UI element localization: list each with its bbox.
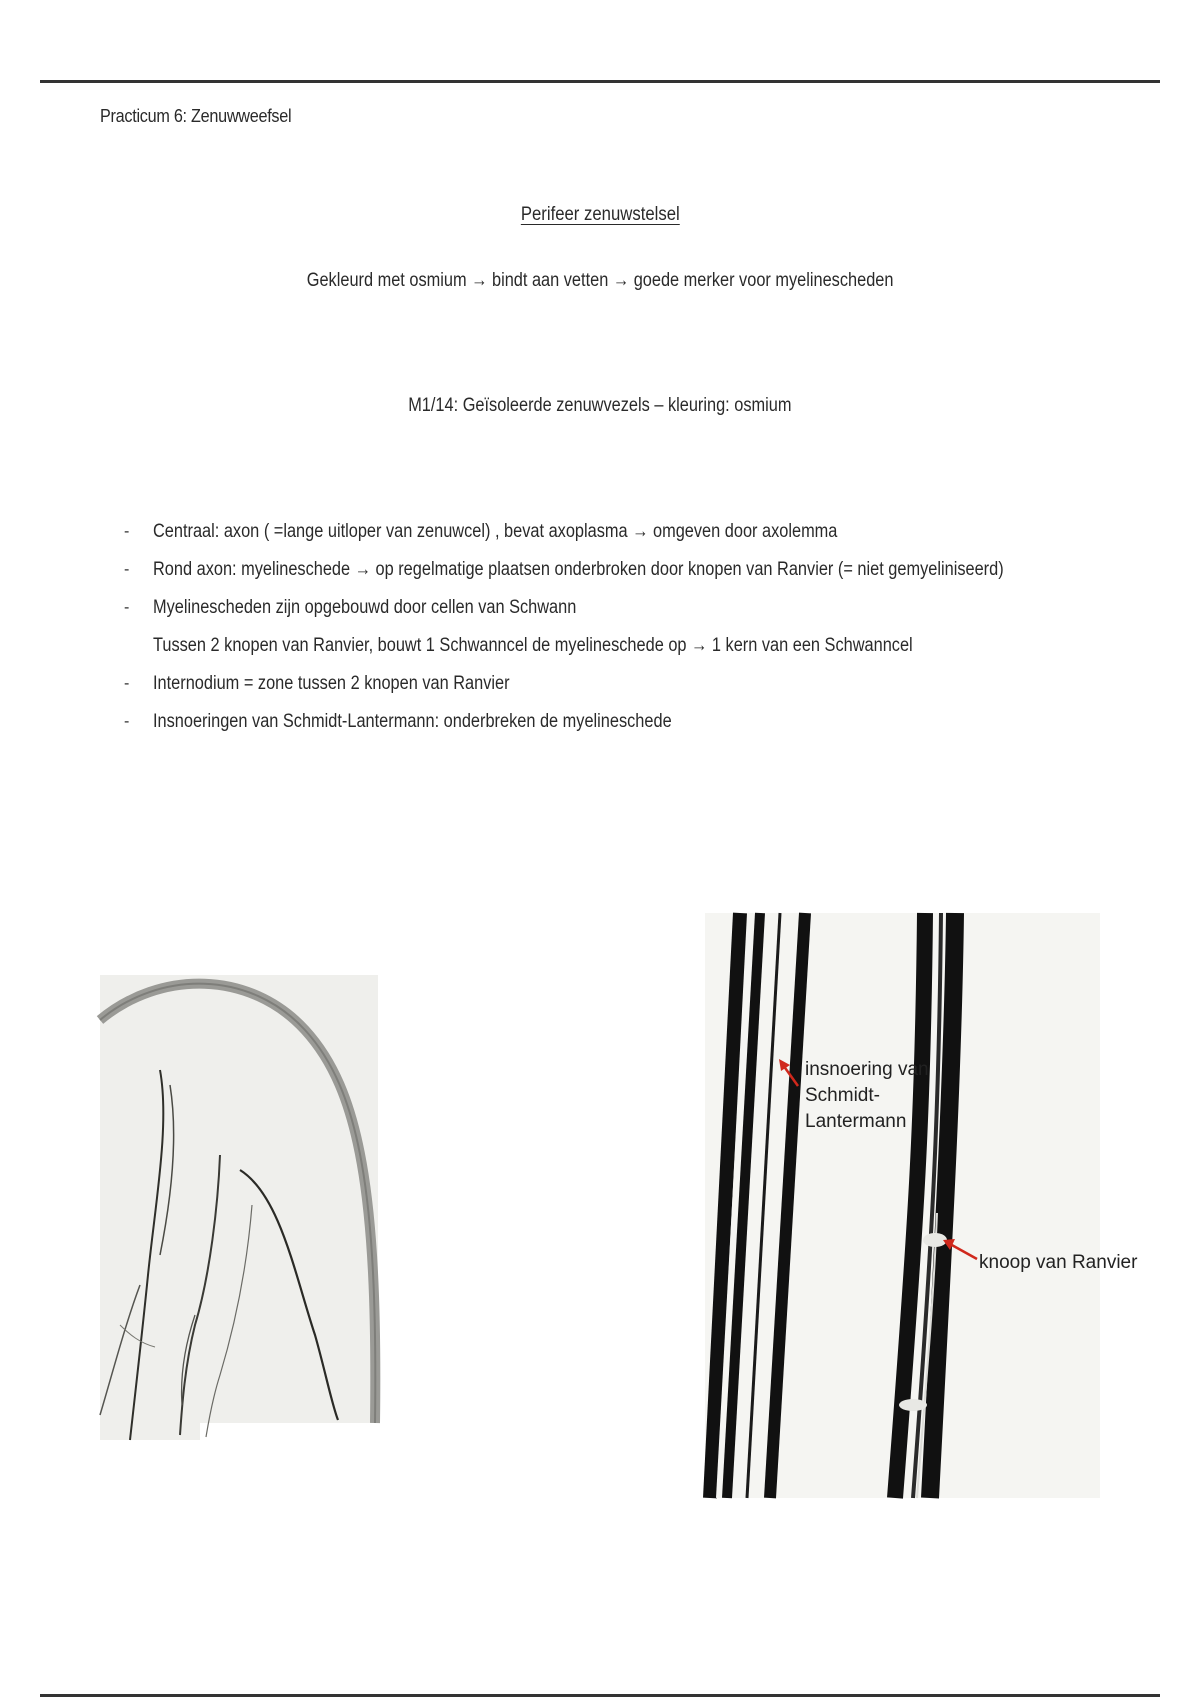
footer-rule [40, 1694, 1160, 1697]
list-item: - Insnoeringen van Schmidt-Lantermann: onderbreken de myelineschede [124, 703, 1124, 741]
page-header-title: Practicum 6: Zenuwweefsel [100, 106, 292, 126]
micrograph-low-magnification [100, 975, 378, 1440]
bullet-marker: - [124, 713, 130, 730]
micrograph-high-magnification [705, 913, 1138, 1498]
section-heading: Perifeer zenuwstelsel [520, 204, 680, 225]
bullet-marker: - [124, 675, 130, 692]
bullet-marker: - [124, 523, 130, 540]
micrograph-high-magnification-image [705, 913, 1138, 1498]
slide-title: M1/14: Geïsoleerde zenuwvezels – kleuring: osmium [408, 395, 792, 416]
bullet-marker: - [124, 561, 130, 578]
list-item: - Centraal: axon ( =lange uitloper van zenuwcel) , bevat axoplasma → omgeven door axolemma [124, 513, 1124, 551]
micrograph-low-magnification-image [100, 975, 378, 1440]
bullet-list [124, 513, 1124, 741]
label-schmidt-lantermann: Lantermann [805, 1111, 907, 1132]
stain-note: Gekleurd met osmium → bindt aan vetten → goede merker voor myelinescheden [306, 270, 894, 291]
bullet-marker: - [124, 599, 130, 616]
list-item: - Internodium = zone tussen 2 knopen van Ranvier [124, 665, 1124, 703]
header-rule [40, 80, 1160, 83]
label-schmidt-lantermann: insnoering van [805, 1059, 929, 1080]
label-schmidt-lantermann: Schmidt- [805, 1085, 880, 1106]
label-node-of-ranvier: knoop van Ranvier [979, 1252, 1138, 1273]
list-item: - Rond axon: myelineschede → op regelmatige plaatsen onderbroken door knopen van Ranvier (= niet gemyeliniseerd) [124, 551, 1124, 589]
list-item: - Myelinescheden zijn opgebouwd door cellen van Schwann Tussen 2 knopen van Ranvier, bouwt 1 Schwanncel de myelineschede op → 1 kern van een Schwanncel [124, 589, 1124, 665]
